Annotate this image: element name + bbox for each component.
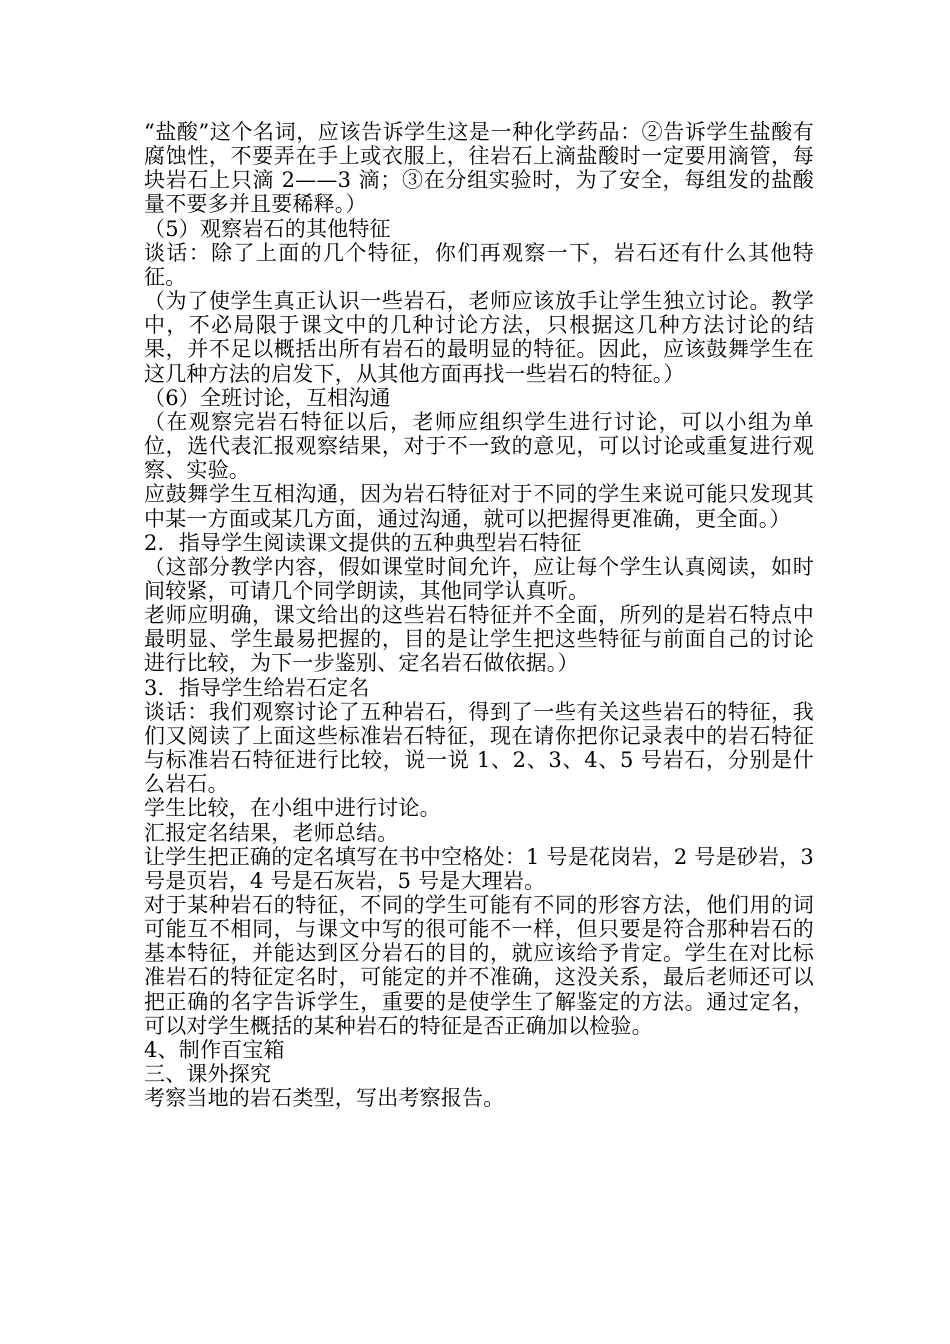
paragraph-report-results: 汇报定名结果，老师总结。 (144, 820, 399, 845)
paragraph-encourage-communication: 应鼓舞学生互相沟通，因为岩石特征对于不同的学生来说可能只发现其中某一方面或某几方面，通过沟通，就可以把握得更准确，更全面。） (144, 482, 814, 531)
heading-observe-other-features: （5）观察岩石的其他特征 (144, 216, 391, 241)
heading-extracurricular-inquiry: 三、课外探究 (144, 1062, 272, 1087)
heading-name-rocks: 3．指导学生给岩石定名 (144, 675, 370, 700)
paragraph-students-compare: 学生比较，在小组中进行讨论。 (144, 796, 441, 821)
paragraph-talk-other-features: 谈话：除了上面的几个特征，你们再观察一下，岩石还有什么其他特征。 (144, 240, 814, 289)
paragraph-teacher-clarify: 老师应明确，课文给出的这些岩石特征并不全面，所列的是岩石特点中最明显、学生最易把握的，目的是让学生把这些特征与前面自己的讨论进行比较，为下一步鉴别、定名岩石做依据。） (144, 603, 814, 676)
paragraph-description-methods: 对于某种岩石的特征，不同的学生可能有不同的形容方法，他们用的词可能互不相同，与课文中写的很可能不一样，但只要是符合那种岩石的基本特征，并能达到区分岩石的目的，就应该给予肯定。学生在对比标准岩石的特征定名时，可能定的并不准确，这没关系，最后老师还可以把正确的名字告诉学生，重要的是使学生了解鉴定的方法。通过定名，可以对学生概括的某种岩石的特征是否正确加以检验。 (144, 893, 814, 1038)
heading-read-rock-features: 2．指导学生阅读课文提供的五种典型岩石特征 (144, 530, 582, 555)
paragraph-reading-note: （这部分教学内容，假如课堂时间允许，应让每个学生认真阅读，如时间较紧，可请几个同学朗读，其他同学认真听。 (144, 554, 814, 603)
paragraph-fill-rock-names: 让学生把正确的定名填写在书中空格处：1 号是花岗岩，2 号是砂岩，3 号是页岩，4 号是石灰岩，5 号是大理岩。 (144, 844, 814, 893)
heading-treasure-box: 4、制作百宝箱 (144, 1037, 285, 1062)
paragraph-group-discussion: （在观察完岩石特征以后，老师应组织学生进行讨论，可以小组为单位，选代表汇报观察结果，对于不一致的意见，可以讨论或重复进行观察、实验。 (144, 409, 814, 483)
paragraph-field-report: 考察当地的岩石类型，写出考察报告。 (144, 1086, 505, 1111)
heading-class-discussion: （6）全班讨论，互相沟通 (144, 385, 391, 410)
paragraph-hydrochloric-acid-safety: “盐酸”这个名词，应该告诉学生这是一种化学药品：②告诉学生盐酸有腐蚀性，不要弄在手上或衣服上，往岩石上滴盐酸时一定要用滴管，每块岩石上只滴 2——3 滴；③在分组实验时，为了安全，每组发的盐酸量不要多并且要稀释。） (144, 120, 814, 217)
paragraph-talk-compare-rocks: 谈话：我们观察讨论了五种岩石，得到了一些有关这些岩石的特征，我们又阅读了上面这些标准岩石特征，现在请你把你记录表中的岩石特征与标准岩石特征进行比较，说一说 1、2、3、4、5 号岩石，分别是什么岩石。 (144, 699, 814, 797)
document-body (144, 120, 814, 1110)
paragraph-independent-discussion-note: （为了使学生真正认识一些岩石，老师应该放手让学生独立讨论。教学中，不必局限于课文中的几种讨论方法，只根据这几种方法讨论的结果，并不足以概括出所有岩石的最明显的特征。因此，应该鼓舞学生在这几种方法的启发下，从其他方面再找一些岩石的特征。） (144, 289, 814, 386)
